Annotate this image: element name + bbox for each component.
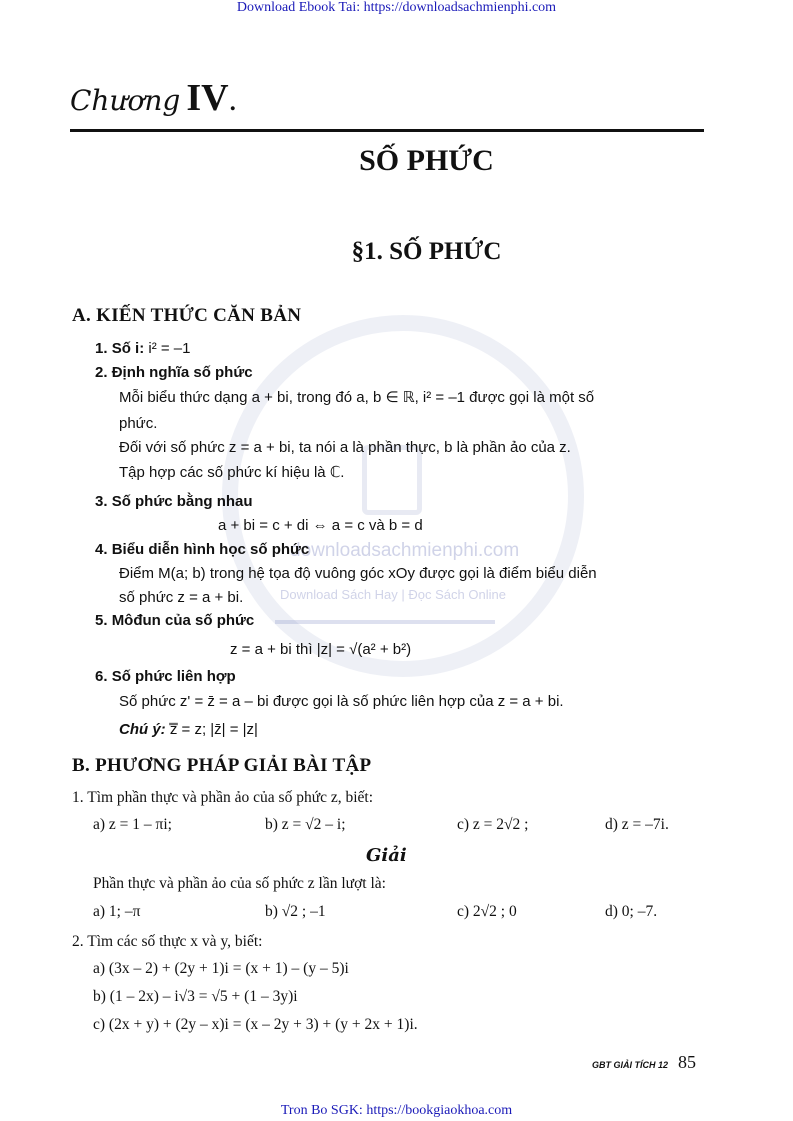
- item-4-line-2: số phức z = a + bi.: [119, 589, 244, 606]
- item-6-header: [95, 668, 236, 685]
- item-3-num: 3.: [95, 493, 108, 510]
- item-5-header: [95, 612, 254, 629]
- ans-opt-b: b) √2 ; –1: [265, 903, 326, 920]
- download-link[interactable]: Download Ebook Tai: https://downloadsachmienphi.com: [236, 0, 557, 15]
- item-2-line-4: Tập hợp các số phức kí hiệu là ℂ.: [119, 464, 345, 481]
- chapter-heading: [70, 76, 237, 120]
- item-4-title: Biểu diễn hình học số phức: [111, 541, 310, 558]
- part-b-heading: B. PHƯƠNG PHÁP GIẢI BÀI TẬP: [72, 755, 372, 776]
- item-5-num: 5.: [95, 612, 108, 629]
- section-title: §1. SỐ PHỨC: [351, 238, 502, 265]
- q1-opt-a: a) z = 1 – πi;: [93, 816, 172, 833]
- q2-part-c: c) (2x + y) + (2y – x)i = (x – 2y + 3) + (y + 2x + 1)i.: [93, 1016, 418, 1033]
- item-1: [95, 340, 190, 357]
- question-1: 1. Tìm phần thực và phần ảo của số phức z, biết:: [72, 789, 374, 806]
- q1-opt-b: b) z = √2 – i;: [265, 816, 346, 833]
- part-a-heading: A. KIẾN THỨC CĂN BẢN: [72, 305, 302, 326]
- watermark-site: downloadsachmienphi.com: [290, 540, 520, 561]
- note: [119, 721, 258, 738]
- page-title: SỐ PHỨC: [359, 144, 494, 177]
- item-5-title: Môđun của số phức: [111, 612, 255, 629]
- chapter-word: Chương: [70, 84, 181, 117]
- q1-opt-c: c) z = 2√2 ;: [457, 816, 529, 833]
- item-5-line-1: z = a + bi thì |z| = √(a² + b²): [230, 641, 412, 658]
- q1-opt-d: d) z = –7i.: [605, 816, 669, 833]
- item-4-line-1: Điểm M(a; b) trong hệ tọa độ vuông góc xOy được gọi là điểm biểu diễn: [119, 565, 597, 582]
- item-6-title: Số phức liên hợp: [111, 668, 236, 685]
- item-3-line-1: a + bi = c + di ⇔ a = c và b = d: [218, 517, 423, 534]
- footer-label: GBT GIẢI TÍCH 12: [592, 1060, 669, 1070]
- chapter-dot: .: [228, 81, 238, 118]
- item-2-line-1: Mỗi biểu thức dạng a + bi, trong đó a, b ∈ ℝ, i² = –1 được gọi là một số: [119, 389, 595, 406]
- question-2: 2. Tìm các số thực x và y, biết:: [72, 933, 263, 950]
- ans-opt-a: a) 1; –π: [93, 903, 141, 920]
- solution-label: Giải: [366, 845, 407, 866]
- item-2-line-2: phức.: [119, 415, 158, 432]
- item-2-line-3: Đối với số phức z = a + bi, ta nói a là phần thực, b là phần ảo của z.: [119, 439, 571, 456]
- item-4-header: [95, 541, 309, 558]
- item-2-header: [95, 364, 253, 381]
- item-2-title: Định nghĩa số phức: [111, 364, 253, 381]
- ans-opt-d: d) 0; –7.: [605, 903, 658, 920]
- bottom-link[interactable]: Tron Bo SGK: https://bookgiaokhoa.com: [280, 1103, 513, 1118]
- page-footer: [592, 1052, 696, 1073]
- watermark-tagline: Download Sách Hay | Đọc Sách Online: [280, 587, 506, 602]
- item-2-num: 2.: [95, 364, 108, 381]
- q2-part-a: a) (3x – 2) + (2y + 1)i = (x + 1) – (y – 5)i: [93, 960, 349, 977]
- item-1-text: i² = –1: [148, 340, 191, 357]
- answer-intro: Phần thực và phần ảo của số phức z lần lượt là:: [93, 875, 386, 892]
- chapter-number: IV: [186, 77, 229, 119]
- item-3-header: [95, 493, 253, 510]
- item-6-num: 6.: [95, 668, 108, 685]
- q2-part-b: b) (1 – 2x) – i√3 = √5 + (1 – 3y)i: [93, 988, 298, 1005]
- page-number: 85: [678, 1052, 697, 1072]
- ans-opt-c: c) 2√2 ; 0: [457, 903, 517, 920]
- item-6-line-1: Số phức z' = z̄ = a – bi được gọi là số phức liên hợp của z = a + bi.: [119, 693, 564, 710]
- watermark-bar: [275, 620, 495, 624]
- item-3-title: Số phức bằng nhau: [111, 493, 253, 510]
- note-label: Chú ý:: [119, 721, 166, 738]
- note-text: z̿ = z; |z̄| = |z|: [169, 721, 258, 738]
- chapter-rule: [70, 129, 704, 132]
- item-4-num: 4.: [95, 541, 108, 558]
- item-1-title: Số i:: [111, 340, 145, 357]
- item-1-num: 1.: [95, 340, 108, 357]
